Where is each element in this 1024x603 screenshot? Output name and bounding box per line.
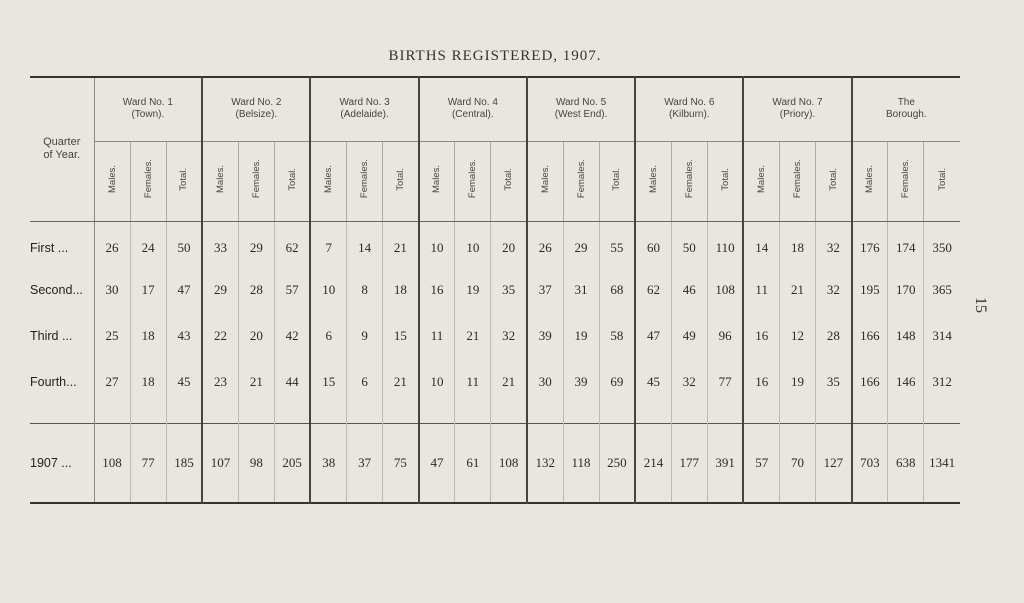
table-cell: 27	[94, 359, 130, 405]
ward-header	[202, 77, 310, 141]
row-label: Fourth...	[30, 359, 94, 405]
table-cell: 38	[310, 423, 346, 503]
table-cell: 16	[743, 359, 779, 405]
table-cell: 21	[491, 359, 527, 405]
table-cell: 31	[563, 267, 599, 313]
sub-header-label: Males.	[647, 165, 659, 193]
table-cell: 703	[852, 423, 888, 503]
sub-header-label: Total.	[503, 167, 515, 191]
ward-header	[419, 77, 527, 141]
table-cell: 50	[166, 221, 202, 267]
spacer-cell	[491, 405, 527, 423]
table-cell: 30	[94, 267, 130, 313]
table-cell: 21	[779, 267, 815, 313]
table-cell: 108	[491, 423, 527, 503]
spacer-cell	[310, 405, 346, 423]
sub-header-cell	[310, 141, 346, 221]
table-cell: 47	[166, 267, 202, 313]
table-cell: 44	[274, 359, 310, 405]
sub-header-cell	[491, 141, 527, 221]
table-cell: 68	[599, 267, 635, 313]
spacer-cell	[816, 405, 852, 423]
sub-header-label: Females.	[900, 159, 912, 199]
table-cell: 107	[202, 423, 238, 503]
sub-header-label: Males.	[323, 165, 335, 193]
table-cell: 29	[563, 221, 599, 267]
sub-header-cell	[924, 141, 960, 221]
table-cell: 146	[888, 359, 924, 405]
ward-header-district: Borough.	[886, 109, 927, 121]
table-cell: 35	[491, 267, 527, 313]
spacer-cell	[130, 405, 166, 423]
ward-header	[310, 77, 418, 141]
spacer-cell	[707, 405, 743, 423]
sub-header-cell	[635, 141, 671, 221]
sub-header-label: Total.	[827, 167, 839, 191]
table-cell: 10	[310, 267, 346, 313]
table-cell: 118	[563, 423, 599, 503]
table-cell: 45	[635, 359, 671, 405]
sub-header-cell	[816, 141, 852, 221]
sub-header-cell	[419, 141, 455, 221]
table-cell: 47	[635, 313, 671, 359]
table-cell: 24	[130, 221, 166, 267]
sub-header-cell	[130, 141, 166, 221]
table-cell: 10	[419, 221, 455, 267]
ward-header-name: Ward No. 6	[664, 97, 715, 109]
table-cell: 6	[347, 359, 383, 405]
table-cell: 46	[671, 267, 707, 313]
row-label: First ...	[30, 221, 94, 267]
sub-header-cell	[455, 141, 491, 221]
table-cell: 21	[383, 221, 419, 267]
table-row	[30, 221, 960, 267]
table-cell: 20	[238, 313, 274, 359]
sub-header-label: Females.	[467, 159, 479, 199]
sub-header-label: Total.	[936, 167, 948, 191]
table-cell: 28	[238, 267, 274, 313]
sub-header-cell	[94, 141, 130, 221]
table-row	[30, 267, 960, 313]
table-cell: 11	[743, 267, 779, 313]
table-cell: 69	[599, 359, 635, 405]
table-cell: 30	[527, 359, 563, 405]
ward-header-district: (Priory).	[779, 109, 816, 121]
table-row	[30, 313, 960, 359]
ward-header-district: (Kilburn).	[669, 109, 710, 121]
sub-header-label: Total.	[394, 167, 406, 191]
table-cell: 350	[924, 221, 960, 267]
ward-header-name: The	[897, 97, 915, 109]
row-label: Second...	[30, 267, 94, 313]
spacer-cell	[166, 405, 202, 423]
spacer-cell	[347, 405, 383, 423]
total-row	[30, 423, 960, 503]
table-cell: 17	[130, 267, 166, 313]
table-cell: 185	[166, 423, 202, 503]
table-cell: 195	[852, 267, 888, 313]
spacer-cell	[527, 405, 563, 423]
table-cell: 57	[274, 267, 310, 313]
table-cell: 312	[924, 359, 960, 405]
table-cell: 96	[707, 313, 743, 359]
table-cell: 77	[707, 359, 743, 405]
table-cell: 37	[347, 423, 383, 503]
table-cell: 9	[347, 313, 383, 359]
ward-header-name: Ward No. 2	[231, 97, 282, 109]
ward-header-district: (Adelaide).	[340, 109, 389, 121]
ward-header-name: Ward No. 1	[122, 97, 173, 109]
page-number: 15	[972, 297, 989, 313]
sub-header-cell	[563, 141, 599, 221]
spacer-cell	[455, 405, 491, 423]
table-cell: 61	[455, 423, 491, 503]
ward-header	[635, 77, 743, 141]
sub-header-label: Males.	[864, 165, 876, 193]
table-cell: 166	[852, 313, 888, 359]
table-cell: 15	[383, 313, 419, 359]
sub-header-cell	[852, 141, 888, 221]
ward-header	[527, 77, 635, 141]
table-cell: 205	[274, 423, 310, 503]
table-cell: 14	[347, 221, 383, 267]
table-cell: 77	[130, 423, 166, 503]
table-cell: 14	[743, 221, 779, 267]
row-label: 1907 ...	[30, 423, 94, 503]
table-cell: 176	[852, 221, 888, 267]
table-cell: 23	[202, 359, 238, 405]
sub-header-cell	[202, 141, 238, 221]
spacer-cell	[30, 405, 94, 423]
sub-header-cell	[671, 141, 707, 221]
table-cell: 214	[635, 423, 671, 503]
table-cell: 127	[816, 423, 852, 503]
table-cell: 29	[202, 267, 238, 313]
ward-header-name: Ward No. 5	[555, 97, 607, 109]
table-cell: 148	[888, 313, 924, 359]
table-cell: 1341	[924, 423, 960, 503]
table-cell: 55	[599, 221, 635, 267]
table-cell: 32	[491, 313, 527, 359]
table-cell: 98	[238, 423, 274, 503]
table-cell: 32	[671, 359, 707, 405]
spacer-cell	[924, 405, 960, 423]
sub-header-cell	[599, 141, 635, 221]
table-cell: 108	[94, 423, 130, 503]
table-cell: 16	[419, 267, 455, 313]
table-cell: 21	[383, 359, 419, 405]
table-cell: 108	[707, 267, 743, 313]
table-cell: 20	[491, 221, 527, 267]
table-cell: 50	[671, 221, 707, 267]
spacer-row	[30, 405, 960, 423]
sub-header-label: Females.	[359, 159, 371, 199]
table-cell: 75	[383, 423, 419, 503]
table-cell: 12	[779, 313, 815, 359]
table-cell: 37	[527, 267, 563, 313]
table-cell: 11	[455, 359, 491, 405]
spacer-cell	[671, 405, 707, 423]
ward-header-district: (Central).	[451, 109, 494, 121]
spacer-cell	[563, 405, 599, 423]
table-cell: 10	[455, 221, 491, 267]
spacer-cell	[383, 405, 419, 423]
table-cell: 57	[743, 423, 779, 503]
table-cell: 19	[563, 313, 599, 359]
table-cell: 21	[238, 359, 274, 405]
ward-header-name: Ward No. 3	[339, 97, 390, 109]
table-cell: 42	[274, 313, 310, 359]
quarter-header-line1: Quarter	[43, 136, 81, 149]
table-cell: 638	[888, 423, 924, 503]
table-cell: 26	[94, 221, 130, 267]
sub-header-label: Males.	[431, 165, 443, 193]
sub-header-cell	[383, 141, 419, 221]
table-cell: 365	[924, 267, 960, 313]
sub-header-label: Females.	[792, 159, 804, 199]
sub-header-label: Females.	[142, 159, 154, 199]
spacer-cell	[599, 405, 635, 423]
quarter-header	[30, 77, 94, 221]
spacer-cell	[743, 405, 779, 423]
spacer-cell	[94, 405, 130, 423]
table-cell: 29	[238, 221, 274, 267]
sub-header-label: Total.	[719, 167, 731, 191]
ward-header-district: (Town).	[131, 109, 165, 121]
table-cell: 32	[816, 221, 852, 267]
table-cell: 18	[779, 221, 815, 267]
table-cell: 250	[599, 423, 635, 503]
table-cell: 35	[816, 359, 852, 405]
sub-header-label: Total.	[178, 167, 190, 191]
table-cell: 15	[310, 359, 346, 405]
table-cell: 22	[202, 313, 238, 359]
ward-header-district: (West End).	[554, 109, 608, 121]
table-cell: 70	[779, 423, 815, 503]
table-cell: 39	[527, 313, 563, 359]
table-cell: 19	[455, 267, 491, 313]
table-cell: 8	[347, 267, 383, 313]
table-cell: 58	[599, 313, 635, 359]
sub-header-label: Males.	[106, 165, 118, 193]
sub-header-cell	[707, 141, 743, 221]
table-cell: 26	[527, 221, 563, 267]
ward-header-district: (Belsize).	[235, 109, 278, 121]
table-cell: 110	[707, 221, 743, 267]
sub-header-label: Males.	[215, 165, 227, 193]
table-cell: 62	[274, 221, 310, 267]
table-cell: 25	[94, 313, 130, 359]
sub-header-cell	[743, 141, 779, 221]
table-cell: 49	[671, 313, 707, 359]
sub-header-label: Total.	[286, 167, 298, 191]
quarter-header-line2: of Year.	[43, 149, 81, 162]
table-cell: 11	[419, 313, 455, 359]
table-cell: 6	[310, 313, 346, 359]
ward-header-name: Ward No. 7	[772, 97, 823, 109]
sub-header-cell	[166, 141, 202, 221]
spacer-cell	[779, 405, 815, 423]
table-cell: 28	[816, 313, 852, 359]
table-cell: 21	[455, 313, 491, 359]
table-cell: 43	[166, 313, 202, 359]
table-cell: 10	[419, 359, 455, 405]
spacer-cell	[238, 405, 274, 423]
ward-header	[743, 77, 851, 141]
table-cell: 45	[166, 359, 202, 405]
spacer-cell	[419, 405, 455, 423]
table-title: BIRTHS REGISTERED, 1907.	[388, 48, 602, 64]
sub-header-cell	[347, 141, 383, 221]
table-cell: 7	[310, 221, 346, 267]
table-row	[30, 359, 960, 405]
sub-header-cell	[527, 141, 563, 221]
table-cell: 39	[563, 359, 599, 405]
table-cell: 391	[707, 423, 743, 503]
sub-header-label: Females.	[683, 159, 695, 199]
table-cell: 16	[743, 313, 779, 359]
sub-header-label: Males.	[539, 165, 551, 193]
table-cell: 32	[816, 267, 852, 313]
sub-header-label: Females.	[250, 159, 262, 199]
births-table	[30, 76, 960, 504]
table-cell: 60	[635, 221, 671, 267]
spacer-cell	[852, 405, 888, 423]
table-cell: 19	[779, 359, 815, 405]
row-label: Third ...	[30, 313, 94, 359]
table-cell: 33	[202, 221, 238, 267]
table-cell: 18	[130, 359, 166, 405]
sub-header-label: Females.	[575, 159, 587, 199]
sub-header-label: Total.	[611, 167, 623, 191]
table-cell: 18	[130, 313, 166, 359]
spacer-cell	[274, 405, 310, 423]
sub-header-cell	[238, 141, 274, 221]
table-cell: 166	[852, 359, 888, 405]
spacer-cell	[202, 405, 238, 423]
ward-header	[852, 77, 960, 141]
table-cell: 132	[527, 423, 563, 503]
sub-header-cell	[779, 141, 815, 221]
table-cell: 62	[635, 267, 671, 313]
sub-header-cell	[888, 141, 924, 221]
table-cell: 314	[924, 313, 960, 359]
table-cell: 174	[888, 221, 924, 267]
ward-header-name: Ward No. 4	[447, 97, 498, 109]
table-cell: 18	[383, 267, 419, 313]
spacer-cell	[888, 405, 924, 423]
sub-header-cell	[274, 141, 310, 221]
ward-header	[94, 77, 202, 141]
table-cell: 170	[888, 267, 924, 313]
sub-header-label: Males.	[756, 165, 768, 193]
table-cell: 177	[671, 423, 707, 503]
table-cell: 47	[419, 423, 455, 503]
spacer-cell	[635, 405, 671, 423]
